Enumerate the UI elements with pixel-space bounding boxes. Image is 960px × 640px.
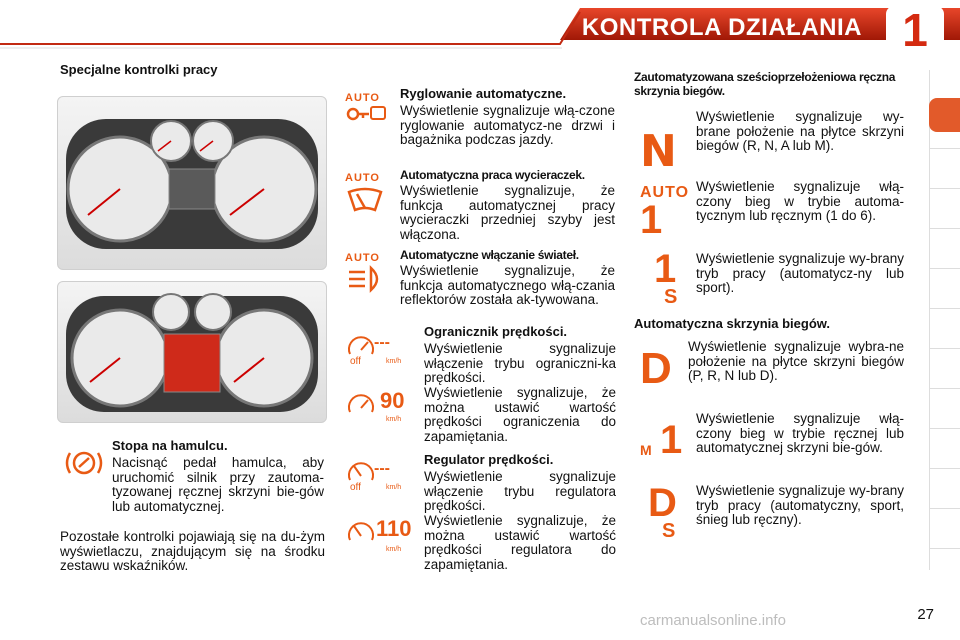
off-label: off bbox=[350, 482, 361, 493]
instrument-cluster-image-2 bbox=[57, 281, 327, 423]
instrument-cluster-drawing-2 bbox=[58, 282, 326, 422]
ryglowanie-title: Ryglowanie automatyczne. bbox=[400, 86, 567, 101]
auto-headlight-icon bbox=[345, 252, 389, 299]
auto-label: AUTO bbox=[640, 184, 690, 201]
gear-one: 1 bbox=[654, 247, 677, 291]
page-number: 27 bbox=[917, 606, 934, 623]
gear-d: D bbox=[648, 481, 677, 525]
n-text: Wyświetlenie sygnalizuje wy-brane położenie na płytce skrzyni biegów (R, N, A lub M). bbox=[696, 109, 904, 153]
sport-s: S bbox=[662, 520, 676, 542]
m1-text: Wyświetlenie sygnalizuje włą-czony bieg w trybie ręcznej lub automatycznej skrzyni bie-gów. bbox=[696, 411, 904, 455]
side-tab-divider bbox=[929, 388, 960, 389]
swiatel-title: Automatyczne włączanie świateł. bbox=[400, 248, 579, 262]
section-title-manual-gearbox: Zautomatyzowana sześcioprzełożeniowa ręczna skrzynia biegów. bbox=[634, 70, 896, 98]
side-tab-divider bbox=[929, 148, 960, 149]
manual-m: M bbox=[640, 442, 652, 458]
regulator-text-2: Wyświetlenie sygnalizuje, że można ustawić wartość prędkości regulatora do zapamiętania. bbox=[424, 513, 616, 572]
s1-text: Wyświetlenie sygnalizuje wy-brany tryb pracy (automatycz-ny lub sport). bbox=[696, 251, 904, 295]
watermark: carmanualsonline.info bbox=[640, 612, 786, 629]
side-tab-divider bbox=[929, 428, 960, 429]
manual-gear-1-icon bbox=[640, 420, 690, 464]
stopa-text: Nacisnąć pedał hamulca, aby uruchomić silnik przy zautoma-tyzowanej ręcznej skrzyni bie-gów lub automatycznej. bbox=[112, 455, 324, 514]
gear-one: 1 bbox=[660, 418, 683, 462]
side-tab-divider bbox=[929, 508, 960, 509]
gear-d-icon: D bbox=[640, 344, 672, 393]
side-tab-divider bbox=[929, 188, 960, 189]
auto-lock-icon bbox=[345, 92, 389, 129]
cruise-control-110-icon bbox=[346, 516, 412, 560]
cruise-control-off-icon bbox=[346, 460, 412, 498]
cruise-value-110: 110 bbox=[376, 516, 412, 541]
kmh-label: km/h bbox=[386, 358, 402, 365]
section-title-automatic: Automatyczna skrzynia biegów. bbox=[634, 316, 831, 331]
swiatel-text: Wyświetlenie sygnalizuje, że funkcja automatycznego włą-czania reflektorów została ak-tywowana. bbox=[400, 263, 615, 307]
instrument-cluster-image bbox=[57, 96, 327, 270]
brake-pedal-icon bbox=[62, 448, 106, 483]
ogranicznik-text-1: Wyświetlenie sygnalizuje włączenie trybu ograniczni-ka prędkości. bbox=[424, 341, 616, 385]
regulator-text-1: Wyświetlenie sygnalizuje włączenie trybu regulatora prędkości. bbox=[424, 469, 616, 513]
limit-value-90: 90 bbox=[380, 388, 405, 413]
speed-limiter-off-icon bbox=[346, 334, 412, 372]
other-indicators-text: Pozostałe kontrolki pojawiają się na du-żym wyświetlaczu, znajdującym się na środku zestawu wskaźników. bbox=[60, 529, 325, 573]
gear-n-icon: N bbox=[640, 126, 677, 177]
kmh-label: km/h bbox=[386, 546, 402, 553]
auto-label: AUTO bbox=[345, 172, 380, 184]
side-tab-divider bbox=[929, 308, 960, 309]
chapter-number: 1 bbox=[902, 4, 928, 56]
sport-gear-1-icon bbox=[654, 247, 690, 308]
auto-gear-1-icon bbox=[640, 184, 690, 242]
kmh-label: km/h bbox=[386, 416, 402, 423]
limit-dashes: --- bbox=[374, 334, 390, 351]
stopa-title: Stopa na hamulcu. bbox=[112, 438, 228, 453]
d-text: Wyświetlenie sygnalizuje wybra-ne położenie na płytce skrzyni biegów (P, R, N lub D). bbox=[688, 339, 904, 383]
gear-d-sport-icon bbox=[648, 481, 688, 542]
ryglowanie-text: Wyświetlenie sygnalizuje włą-czone ryglowanie automatycz-ne drzwi i bagażnika podczas jazdy. bbox=[400, 103, 615, 147]
side-tab-divider bbox=[929, 228, 960, 229]
side-tab-divider bbox=[929, 468, 960, 469]
side-tab-divider bbox=[929, 268, 960, 269]
kmh-label: km/h bbox=[386, 484, 402, 491]
ogranicznik-title: Ogranicznik prędkości. bbox=[424, 324, 568, 339]
speed-limiter-90-icon bbox=[346, 388, 412, 430]
cruise-dashes: --- bbox=[374, 460, 390, 477]
auto1-text: Wyświetlenie sygnalizuje włą-czony bieg w trybie automa-tycznym lub ręcznym (1 do 6). bbox=[696, 179, 904, 223]
gear-one: 1 bbox=[640, 198, 663, 242]
instrument-cluster-drawing bbox=[58, 97, 326, 269]
sport-s: S bbox=[664, 286, 678, 308]
off-label: off bbox=[350, 356, 361, 367]
chapter-title: KONTROLA DZIAŁANIA bbox=[581, 14, 862, 41]
side-tabs bbox=[929, 70, 960, 570]
section-title: Specjalne kontrolki pracy bbox=[60, 62, 218, 77]
auto-label: AUTO bbox=[345, 252, 380, 264]
wycieraczek-text: Wyświetlenie sygnalizuje, że funkcja automatycznej pracy wycieraczki przedniej szyby jest włączona. bbox=[400, 183, 615, 242]
regulator-title: Regulator prędkości. bbox=[424, 452, 554, 467]
ds-text: Wyświetlenie sygnalizuje wy-brany tryb pracy (automatyczny, sport, śnieg lub ręczny). bbox=[696, 483, 904, 527]
side-tab-active[interactable] bbox=[929, 98, 960, 132]
ogranicznik-text-2: Wyświetlenie sygnalizuje, że można ustawić wartość prędkości ograniczenia do zapamiętania. bbox=[424, 385, 616, 444]
side-tab-divider bbox=[929, 348, 960, 349]
side-tab-divider bbox=[929, 548, 960, 549]
auto-label: AUTO bbox=[345, 92, 380, 104]
auto-wiper-icon bbox=[345, 172, 389, 219]
wycieraczek-title: Automatyczna praca wycieraczek. bbox=[400, 168, 585, 182]
